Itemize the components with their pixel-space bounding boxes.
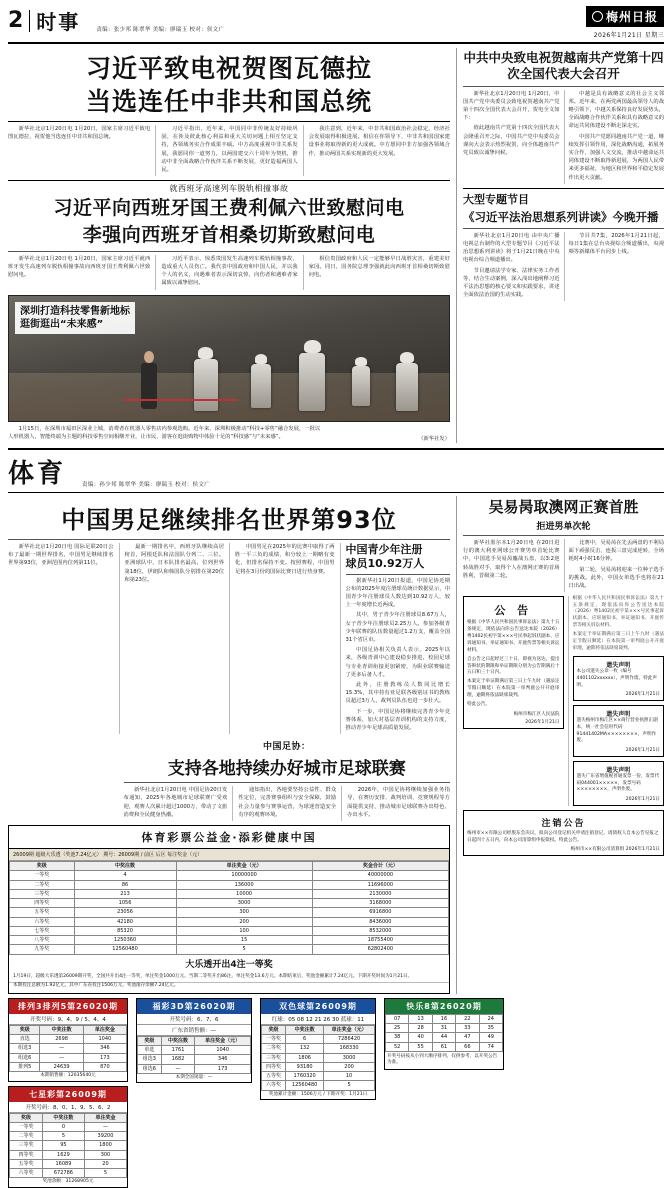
lottery-draw: 开奖号码：8、0、1、9、5、6、2	[9, 1102, 127, 1113]
top-section	[8, 48, 664, 443]
table-row: 二等奖 5 39200	[10, 1132, 127, 1141]
zhuxiao-body: 梅州市××有限公司经股东会决议，拟向公司登记机关申请注销登记，请债权人自本公告见报之日起四十五日内，向本公司清算组申报债权。特此公告。	[467, 830, 659, 843]
sports-section-title: 体育	[8, 458, 67, 489]
photo-caption-line1: 深圳打造科技零售新地标	[20, 305, 130, 317]
lost-notice-2-date: 2026年1月21日	[625, 748, 660, 753]
robot-figure	[396, 363, 418, 411]
program-headline: 《习近平法治思想系列讲读》今晚开播	[463, 209, 659, 224]
mid-col-2: 习近平表示，惊悉贵国发生高速列车脱轨相撞事故，造成重大人员伤亡。我代表中国政府和中国人民，并以我个人的名义，向遇难者表示深切哀悼，向伤者和遇难者家属致以诚挚慰问。	[155, 255, 302, 290]
lost-notice-1	[573, 656, 664, 701]
lottery-table: 奖级 中奖注数 单注奖金 一等奖 0 — 二等奖 5 39200 三等奖 95 1800 四等奖 1629 300 五等奖 16089 20 六等奖 672786 5	[9, 1113, 127, 1179]
lottery-note: 本期全国销量：—	[175, 1074, 213, 1080]
right-rail	[456, 48, 664, 443]
lottery-title: 快乐8第26020期	[385, 999, 503, 1014]
notice-filler-text: 根据《中华人民共和国民事诉讼法》第九十五条规定，现依法向你公告送达本院（2026）粤1402民初字第×××号民事起诉状副本、应诉通知书、举证通知书、开庭传票等相关诉讼材料。 本案定于举证期满后第三日上午九时（遇法定节假日顺延）在本院第一审判庭公开开庭审理，逾期将依法缺席裁判。	[572, 596, 664, 651]
support-body: 新华社北京1月20日电 中国足协20日发布通知，2025年各地城市足球联赛广受欢迎，观赛人次累计超过1000万，带动了文旅消费和全民健身热潮。 通知指出，各地要坚持公益性、群众性定位，完善赛事组织与安全保障，鼓励社会力量参与赛事运营，为球迷营造安全有序的观赛环境。 2026年，中国足协将继续加强业务指导，在赛历安排、裁判培训、竞赛规程等方面提供支持，推动城市足球联赛办出特色、办出水平。	[124, 786, 451, 821]
lost-notice-1-date: 2026年1月21日	[625, 692, 660, 698]
table-row: 三等奖 213 10000 2130000	[10, 889, 449, 898]
table-row: 25 28 31 33 35	[386, 1024, 503, 1033]
table-row: 一等奖 6 7286420	[262, 1035, 375, 1044]
logo-text: 梅州日报	[605, 10, 658, 24]
table-row: 二等奖 132 168330	[262, 1044, 375, 1053]
col-header: 中奖注数	[74, 862, 176, 871]
table-row: 三等奖 95 1800	[10, 1141, 127, 1150]
table-row: 38 40 44 47 49	[386, 1033, 503, 1042]
zhuxiao-notice	[463, 810, 664, 856]
col-header: 奖金合计（元）	[312, 862, 448, 871]
youth-headline-1: 中国青少年注册	[345, 542, 423, 556]
lost-notice-3-title: 遗失声明	[606, 767, 631, 774]
right-top-headline: 中共中央致电祝贺越南共产党第十四次全国代表大会召开	[463, 50, 664, 82]
gonggao-notice	[463, 596, 564, 729]
table-row: 四等奖 1056 3000 3168000	[10, 899, 449, 908]
sports-ad-title: 体育彩票公益金·添彩健康中国	[9, 826, 449, 849]
sports-ad-strip: 26009期 超级大乐透（奖池7.24亿元） 期号：26009期 / 前区 后区 每注奖金（元）	[9, 849, 449, 861]
table-row: 四等奖 93180 200	[262, 1062, 375, 1071]
lottery-subnote: 广东省销售额：—	[137, 1025, 251, 1036]
col-header: 单注奖金（元）	[176, 862, 312, 871]
lottery-title: 七星彩第26009期	[9, 1087, 127, 1102]
table-row: 五等奖 23056 300 6916800	[10, 908, 449, 917]
table-row: 07 13 16 22 24	[386, 1014, 503, 1023]
lost-notice-1-title: 遗失声明	[606, 662, 631, 670]
table-row: 六等奖 12560480 5	[262, 1081, 375, 1090]
masthead	[8, 6, 664, 44]
lottery-col-3	[256, 998, 380, 1188]
table-row: 组选6 — 173	[10, 1053, 127, 1062]
lottery-title: 双色球第26009期	[261, 999, 375, 1014]
lottery-table: 奖级 中奖注数 单注奖金（元） 单选 1761 1040 组选3 1682 346 组选6 — 173	[137, 1036, 251, 1074]
sports-main-headline: 中国男足继续排名世界第93位	[61, 505, 397, 534]
mid-col-3: 相信贵国政府和人民一定能够早日战胜灾害，重建美好家园。同日，国务院总理李强就此向西班牙首相桑切斯致慰问电。	[303, 255, 450, 290]
sports-ad-footer: 本期投注总额为1.92亿元，其中广东省投注1506万元。奖池滚存余额7.24亿元。	[9, 982, 449, 993]
notices-area	[463, 596, 664, 806]
lost-notice-2-title: 遗失声明	[606, 711, 631, 719]
section-title: 时事	[36, 10, 81, 34]
col-header: 奖级	[10, 862, 75, 871]
sports-masthead	[8, 453, 664, 493]
news-photo	[8, 295, 450, 422]
lead-block	[8, 48, 456, 443]
lottery-box-qixingcai	[8, 1086, 128, 1188]
lottery-table: 奖级 中奖注数 单注奖金（元） 一等奖 6 7286420 二等奖 132 168330 三等奖 1806 3000 四等奖 93180 200 五等奖 1760320 10 六等奖 12560480 5	[261, 1025, 375, 1091]
newspaper-logo	[586, 6, 664, 27]
lost-notice-2	[573, 705, 664, 757]
table-row: 单选 1761 1040	[138, 1046, 251, 1055]
lottery-note: 奖池累计金额：1506万元 / 下期开奖：1月21日	[268, 1091, 368, 1097]
lost-notice-3-body: 遗失广东省增值税普通发票一份，发票代码044001×××××，发票号码××××××××，声明作废。	[576, 774, 660, 793]
sports-main-body: 新华社北京1月20日电 国际足联20日公布了最新一期世界排名，中国男足继续排名世界第93位，亚洲范围内位列第11位。 最新一期排名中，西班牙队继续高居榜首，阿根廷队和法国队分列二、三位。亚洲球队中，日本队排名最高，位列世界第18位，伊朗队和韩国队分别排在第20位和第23位。 中国男足在2025年的比赛中取得了两胜一平三负的成绩，积分较上一期略有变化，但排名保持不变。按照赛程，中国男足将在3月份的国际比赛日进行热身赛。 中国青少年注册 球员10.92万人 据新华社1月20日报道，中国足协近期公布的2025年度注册球员统计数据显示，中国青少年注册球员人数达到10.92万人，较上一年度增长近两成。 其中，男子青少年注册球员8.67万人，女子青少年注册球员2.25万人。参加各级青少年联赛的队伍数量超过1.2万支，覆盖全国31个省区市。 中国足协相关负责人表示，2025年以来，各级青训中心建设稳步推进，校园足球与专业青训衔接更加紧密，为职业联赛输送了更多后备人才。 此外，注册教练员人数同比增长15.3%，其中持有亚足联各级别证书的教练员超过3万人，裁判员队伍也进一步壮大。 下一步，中国足协将继续完善青少年竞赛体系，加大对基层青训机构的支持力度，推动青少年足球高质量发展。	[8, 543, 450, 734]
program-kicker: 大型专题节目	[463, 192, 529, 206]
lottery-note: 开奖号码按从小到大顺序排列，仅供参考，以开奖公告为准。	[387, 1053, 498, 1066]
photo-caption-overlay	[15, 302, 135, 334]
robot-figure	[299, 353, 325, 411]
photo-caption-body: 1月15日，在深圳市福田区深业上城，消费者在机器人零售店内参观选购。近年来，深圳积极推动“科技+零售”融合发展，一批以人形机器人、智能终端为主题的科技零售空间相继开业，让市民、游客在逛街购物中体验十足的“科技感”与“未来感”。	[8, 425, 321, 440]
kuaile8-number-grid	[385, 1014, 503, 1052]
visitor-figure	[141, 363, 157, 409]
lost-notice-3-date: 2026年1月21日	[625, 796, 660, 802]
program-body: 新华社北京1月20日电 由中央广播电视总台制作的大型专题节目《习近平法治思想系列讲读》将于1月21日晚在中央电视台综合频道播出。 节目邀请法学专家、法律实务工作者等，结合生动案例，深入浅出地阐释习近平法治思想的核心要义和实践要求，讲述全面依法治国的生动实践。 节目共7集，2026年1月21日起，每日1集在总台央视综合频道播出，央视频等新媒体平台同步上线。	[463, 232, 664, 302]
table-row: 一等奖 4 10000000 40000000	[10, 871, 449, 880]
sports-lottery-ad	[8, 825, 450, 994]
lottery-table: 奖级 中奖注数 单注奖金 直选 2698 1040 组选3 — 346 组选6 — 173 排列5 24639 870	[9, 1025, 127, 1072]
sports-ad-table	[9, 861, 449, 955]
table-row: 五等奖 1760320 10	[262, 1072, 375, 1081]
photo-floor	[9, 373, 449, 421]
table-row: 组选3 — 346	[10, 1044, 127, 1053]
sports-left	[8, 496, 456, 994]
support-article	[8, 737, 450, 821]
lead-headline-2: 当选连任中非共和国总统	[85, 86, 372, 116]
table-row: 六等奖 42180 200 8436000	[10, 917, 449, 926]
table-row: 二等奖 86 136000 11696000	[10, 880, 449, 889]
masthead-right	[586, 6, 664, 39]
table-row: 52 55 61 66 74	[386, 1042, 503, 1051]
lottery-note: 奖池余额：31268905元	[42, 1179, 94, 1185]
lead-col-1: 新华社北京1月20日电 1月20日，国家主席习近平致电图瓦德拉，祝贺他当选连任中非共和国总统。	[8, 126, 151, 141]
table-row: 组选3 1682 346	[138, 1055, 251, 1064]
robot-figure	[352, 366, 370, 406]
page-number: 2	[8, 10, 30, 32]
lottery-box-3d	[136, 998, 252, 1084]
lottery-box-kuaile8	[384, 998, 504, 1070]
table-row: 四等奖 1629 300	[10, 1150, 127, 1159]
lottery-draw: 开奖号码：6、7、6	[137, 1014, 251, 1025]
lead-body	[8, 125, 450, 176]
table-row: 七等奖 85320 100 8532000	[10, 926, 449, 935]
lost-notice-1-body: 本公司遗失公章一枚（编号4401102xxxxxx），声明作废。特此声明。	[576, 669, 657, 688]
robot-figure	[251, 364, 271, 408]
mid-kicker: 就西班牙高速列车脱轨相撞事故	[169, 184, 289, 194]
lottery-col-4	[380, 998, 504, 1188]
photo-credit: （新华社发）	[418, 435, 450, 442]
sports-ad-bigprize: 大乐透开出4注一等奖	[185, 959, 273, 970]
table-row: 组选6 — 173	[138, 1064, 251, 1073]
photo-caption-line2: 逛街逛出“未来感”	[20, 318, 104, 330]
lottery-draw: 红球：05 08 12 21 26 30 蓝球：11	[261, 1014, 375, 1025]
tennis-subhead: 拒进男单次轮	[536, 521, 591, 532]
youth-headline-2: 球员10.92万人	[345, 557, 425, 571]
lottery-col-1	[8, 998, 132, 1188]
lottery-strip	[8, 998, 664, 1188]
logo-mark-icon	[592, 11, 603, 22]
gonggao-body: 根据《中华人民共和国民事诉讼法》第九十五条规定，现依法向你公告送达本院（2026）粤1402民初字第×××号民事起诉状副本、应诉通知书、举证通知书、开庭传票等相关诉讼材料。 自公告之日起经过三十日，即视为送达。提出答辩状的期限和举证期限分别为公告期满后十五日和三十日内。 本案定于举证期满后第三日上午九时（遇法定节假日顺延）在本院第一审判庭公开开庭审理，逾期将依法缺席裁判。 特此公告。	[467, 620, 560, 707]
barrier-rope	[123, 399, 237, 401]
sports-byline: 责编：孙少邦 陈翠华 美编：廖瑞玉 校对：侯文广	[82, 481, 210, 488]
tennis-headline: 吴易昺取澳网正赛首胜	[488, 497, 639, 516]
lottery-draw: 开奖号码：9、4、9 / 5、4、4	[9, 1014, 127, 1025]
section-byline: 责编：张少邦 陈翠华 美编：廖瑞玉 校对：侯文广	[96, 27, 225, 33]
sports-ad-note: 1月19日，超级大乐透第26009期开奖，全国共开出4注一等奖，单注奖金1000万元。当期二等奖开出86注，单注奖金13.6万元。本期结束后，奖池金额累计7.24亿元。下期开奖时间为1月21日。	[13, 973, 413, 979]
robot-figure	[194, 359, 218, 411]
right-top-body: 新华社北京1月20日电 1月20日，中国共产党中央委员会致电祝贺越南共产党第十四次全国代表大会召开，贺电全文如下： 值此越南共产党第十四次全国代表大会隆重召开之际，中国共产党中央委员会谨向大会表示热烈祝贺，向全体越南共产党员致以诚挚问候。 中越是具有战略意义的社会主义邻邦。近年来，在两党两国最高领导人的战略引领下，中越关系保持良好发展势头，全面战略合作伙伴关系和具有战略意义的命运共同体建设不断走深走实。 中国共产党愿同越南共产党一道，继续发挥引领作用，深化战略沟通，拓展务实合作，加强人文交流，推动中越命运共同体建设不断取得新进展，为两国人民带来更多福祉，为地区和世界和平稳定发展作出更大贡献。	[463, 90, 664, 184]
gonggao-title: 公 告	[494, 604, 533, 618]
youth-body: 据新华社1月20日报道，中国足协近期公布的2025年度注册球员统计数据显示，中国青少年注册球员人数达到10.92万人，较上一年度增长近两成。 其中，男子青少年注册球员8.67万人，女子青少年注册球员2.25万人。参加各级青少年联赛的队伍数量超过1.2万支，覆盖全国31个省区市。 中国足协相关负责人表示，2025年以来，各级青训中心建设稳步推进，校园足球与专业青训衔接更加紧密，为职业联赛输送了更多后备人才。 此外，注册教练员人数同比增长15.3%，其中持有亚足联各级别证书的教练员超过3万人，裁判员队伍也进一步壮大。 下一步，中国足协将继续完善青少年竞赛体系，加大对基层青训机构的支持力度，推动青少年足球高质量发展。	[345, 577, 450, 731]
table-row: 一等奖 0 —	[10, 1122, 127, 1131]
mid-col-1: 新华社北京1月20日电 1月20日，国家主席习近平就西班牙发生高速列车脱轨相撞事故向西班牙国王费利佩六世致慰问电。	[8, 255, 151, 279]
lost-notice-2-body: 遗失梅州市梅江区××商行营业执照正副本，统一社会信用代码91441402MA××××××××，声明作废。	[576, 718, 658, 744]
masthead-left	[8, 6, 224, 35]
sports-right	[456, 496, 664, 994]
table-row: 排列5 24639 870	[10, 1062, 127, 1071]
support-headline: 支持各地持续办好城市足球联赛	[167, 759, 406, 780]
dateline: 2026年1月21日 星期三	[593, 32, 664, 39]
table-row: 六等奖 672786 5	[10, 1169, 127, 1178]
mid-body	[8, 255, 450, 290]
lost-notice-3	[573, 761, 664, 806]
lottery-title: 排列3排列5第26020期	[9, 999, 127, 1014]
lottery-title: 福彩3D第26020期	[137, 999, 251, 1014]
lead-headline-1: 习近平致电祝贺图瓦德拉	[85, 54, 372, 83]
table-row: 直选 2698 1040	[10, 1035, 127, 1044]
table-row: 八等奖 1250360 15 18755400	[10, 936, 449, 945]
mid-headline-1: 习近平向西班牙国王费利佩六世致慰问电	[53, 197, 405, 220]
lead-col-2: 习近平指出，近年来，中国同中非传统友好持续巩固，在涉及彼此核心利益和重大关切问题上相互坚定支持，各领域务实合作成果丰硕。中方高度重视中非关系发展，我愿同你一道努力，以两国建交六十周年为契机，推动中非全面战略合作伙伴关系不断发展，更好造福两国人民。	[155, 125, 302, 176]
lottery-note: 本期销售额：12035640元	[40, 1073, 96, 1079]
lead-col-3: 我注意到，近年来，中非共和国政治社会稳定，经济社会发展取得积极进展。相信在你领导下，中非共和国国家建设事业将取得新的更大成就。中方愿同中非方加强各领域合作，推动两国关系实现新的更大发展。	[303, 125, 450, 176]
table-row: 三等奖 1806 3000	[262, 1053, 375, 1062]
photo-caption-text	[8, 425, 450, 443]
tennis-body: 新华社墨尔本1月20日电 在20日进行的澳大利亚网球公开赛男单首轮比赛中，中国选手吴易昺鏖战五盘，以3:2逆转战胜对手，取得个人在澳网正赛的首场胜利，晋级第二轮。 比赛中，吴易昺在先丢两盘的不利局面下顽强反击，连扳三盘完成逆转，全场耗时4小时16分钟。 第二轮，吴易昺将迎来一位种子选手的挑战。此外，中国女单选手也将在21日出战。	[463, 539, 664, 592]
lottery-box-pailie	[8, 998, 128, 1082]
mid-headline-2: 李强向西班牙首相桑切斯致慰问电	[82, 223, 376, 246]
gonggao-signer: 梅州市梅江区人民法院	[513, 711, 560, 717]
zhuxiao-sign: 梅州市××有限公司清算组 2026年1月21日	[570, 847, 660, 853]
lottery-box-shuangseqiu	[260, 998, 376, 1100]
table-row: 五等奖 16089 20	[10, 1159, 127, 1168]
zhuxiao-title: 注销公告	[541, 818, 586, 829]
support-kicker: 中国足协：	[262, 742, 311, 753]
sports-section	[8, 496, 664, 994]
lottery-col-2	[132, 998, 256, 1188]
table-row: 九等奖 12560480 5 62802400	[10, 945, 449, 954]
gonggao-date: 2026年1月21日	[525, 719, 560, 725]
